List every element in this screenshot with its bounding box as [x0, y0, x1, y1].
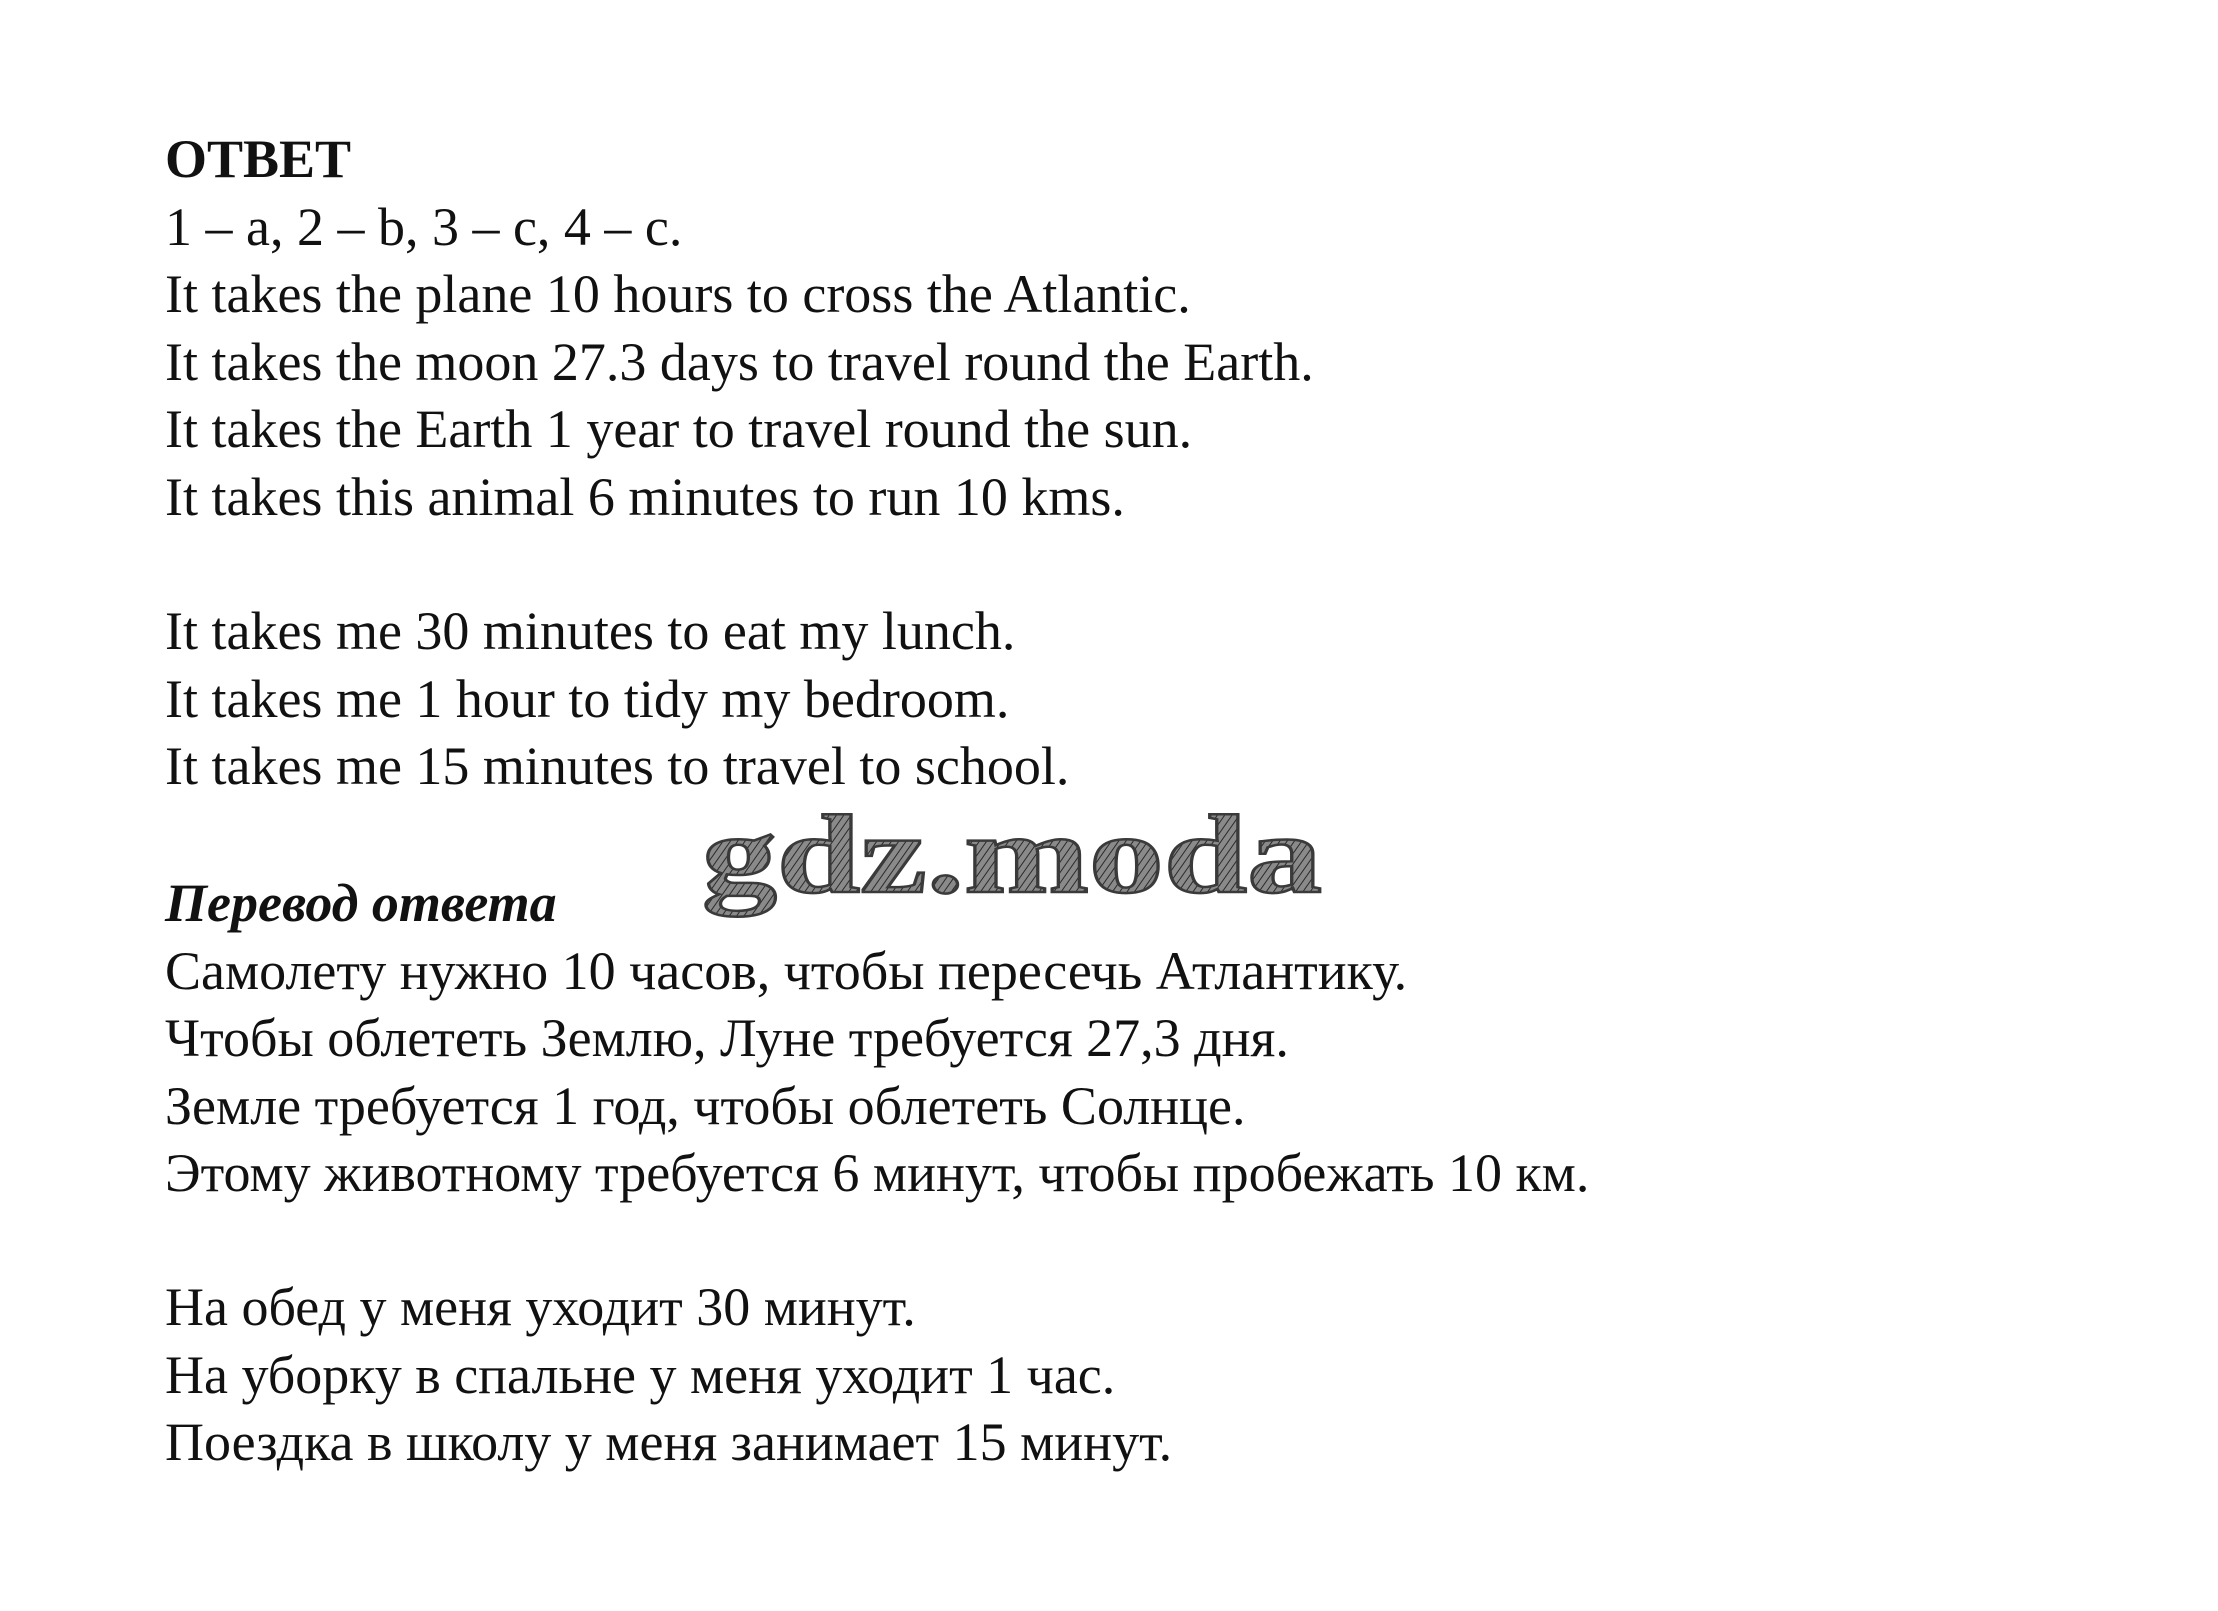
answer-line: It takes me 30 minutes to eat my lunch.: [165, 601, 1016, 661]
answer-line: It takes the Earth 1 year to travel round the sun.: [165, 399, 1193, 459]
translation-line: Поездка в школу у меня занимает 15 минут.: [165, 1412, 1173, 1472]
answer-line: It takes the moon 27.3 days to travel round the Earth.: [165, 331, 1314, 392]
translation-section-personal: [165, 1274, 1172, 1477]
watermark-text: gdz.moda: [702, 800, 1322, 917]
translation-section: [165, 870, 1589, 1208]
translation-line: На обед у меня уходит 30 минут.: [165, 1277, 916, 1337]
answer-section-personal: [165, 598, 1069, 801]
answer-line: 1 – a, 2 – b, 3 – c, 4 – c.: [165, 196, 683, 257]
translation-line: Самолету нужно 10 часов, чтобы пересечь Атлантику.: [165, 940, 1408, 1001]
answer-section: [165, 126, 1314, 531]
answer-line: It takes me 1 hour to tidy my bedroom.: [165, 668, 1010, 729]
answer-line: It takes the plane 10 hours to cross the Atlantic.: [165, 264, 1191, 324]
answer-heading: ОТВЕТ: [165, 129, 352, 189]
translation-line: Земле требуется 1 год, чтобы облететь Солнце.: [165, 1075, 1246, 1136]
translation-heading: Перевод ответа: [165, 873, 557, 933]
translation-line: Чтобы облететь Землю, Луне требуется 27,3 дня.: [165, 1008, 1289, 1068]
answer-line: It takes me 15 minutes to travel to school.: [165, 736, 1070, 796]
translation-line: На уборку в спальне у меня уходит 1 час.: [165, 1344, 1116, 1405]
translation-line: Этому животному требуется 6 минут, чтобы пробежать 10 км.: [165, 1143, 1590, 1203]
answer-line: It takes this animal 6 minutes to run 10 kms.: [165, 466, 1125, 527]
